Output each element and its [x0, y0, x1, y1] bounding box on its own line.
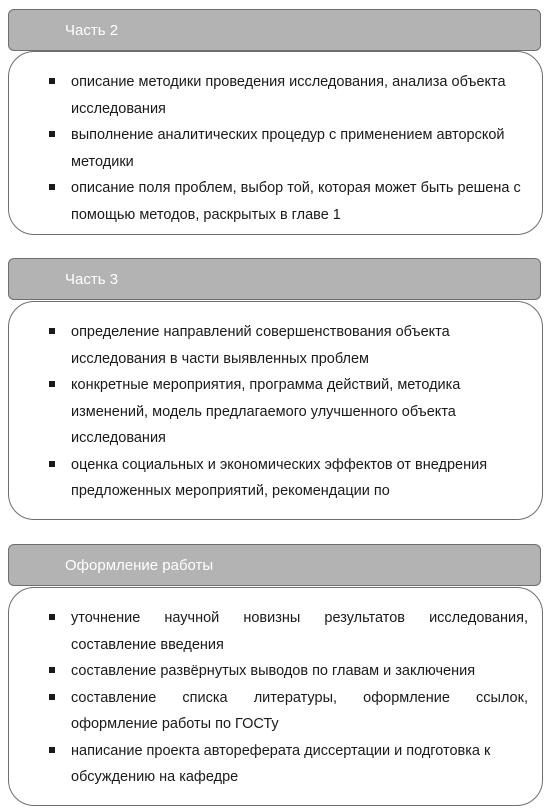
square-bullet-icon: [49, 667, 55, 673]
section-header-part-2: [8, 9, 541, 51]
section-header-part-3: [8, 258, 541, 300]
bullet-list: [9, 319, 542, 505]
section-title: Часть 2: [65, 22, 119, 39]
list-item: описание поля проблем, выбор той, которая может быть решена с помощью методов, раскрытых в главе 1: [9, 175, 542, 228]
square-bullet-icon: [49, 131, 55, 137]
list-item: оценка социальных и экономических эффектов от внедрения предложенных мероприятий, рекомендации по: [9, 452, 542, 505]
section-content-part-2: [8, 51, 543, 235]
list-item: выполнение аналитических процедур с применением авторской методики: [9, 122, 542, 175]
bullet-list: [9, 69, 542, 228]
square-bullet-icon: [49, 614, 55, 620]
square-bullet-icon: [49, 381, 55, 387]
list-item: конкретные мероприятия, программа действий, методика изменений, модель предлагаемого улучшенного объекта исследования: [9, 372, 542, 452]
section-content-part-3: [8, 301, 543, 520]
square-bullet-icon: [49, 328, 55, 334]
list-item: описание методики проведения исследования, анализа объекта исследования: [9, 69, 542, 122]
square-bullet-icon: [49, 747, 55, 753]
section-title: Оформление работы: [65, 557, 214, 574]
section-title: Часть 3: [65, 271, 119, 288]
bullet-list: [9, 605, 542, 791]
list-item: уточнение научной новизны результатов исследования, составление введения: [9, 605, 542, 658]
section-content-formatting: [8, 587, 543, 806]
list-item: написание проекта автореферата диссертации и подготовка к обсуждению на кафедре: [9, 738, 542, 791]
square-bullet-icon: [49, 461, 55, 467]
list-item: составление развёрнутых выводов по главам и заключения: [9, 658, 542, 685]
list-item: определение направлений совершенствования объекта исследования в части выявленных проблем: [9, 319, 542, 372]
square-bullet-icon: [49, 184, 55, 190]
square-bullet-icon: [49, 694, 55, 700]
section-header-formatting: [8, 544, 541, 586]
square-bullet-icon: [49, 78, 55, 84]
list-item: составление списка литературы, оформление ссылок, оформление работы по ГОСТу: [9, 685, 542, 738]
